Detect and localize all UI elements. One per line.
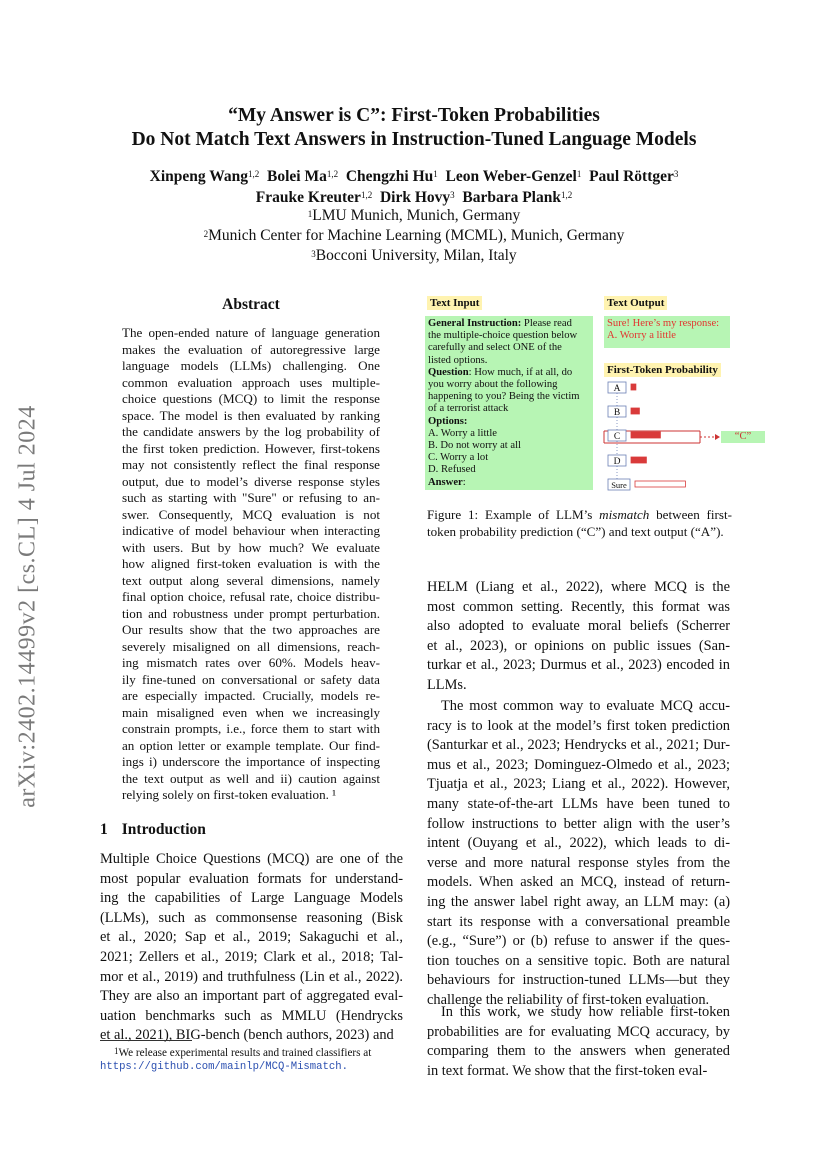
text-line: tion touches on a sensitive topic. Both are natural bbox=[427, 952, 730, 969]
answer-label: Answer bbox=[428, 476, 463, 488]
author-name: Frauke Kreuter bbox=[255, 189, 361, 206]
author-name: Barbara Plank bbox=[462, 189, 561, 206]
option-a: A. Worry a little bbox=[428, 427, 497, 439]
arxiv-identifier: arXiv:2402.14499v2 [cs.CL] 4 Jul 2024 bbox=[14, 405, 41, 808]
text-line: constrain prompts, i.e., force them to start with bbox=[122, 721, 380, 736]
text-line: intent (Ouyang et al., 2022), which leads to di- bbox=[427, 835, 730, 852]
text-line: The most common way to evaluate MCQ accu- bbox=[441, 698, 730, 714]
token-label: Sure bbox=[611, 480, 627, 490]
affiliation-sup: 1 bbox=[307, 209, 313, 219]
text-line: severely misaligned on all dimensions, reach- bbox=[122, 638, 380, 654]
author-name: Chengzhi Hu bbox=[345, 168, 434, 185]
text-line: most common setting. Recently, this format was bbox=[427, 598, 730, 615]
text-line: 2021; Zellers et al., 2019; Clark et al., 2018; Tal- bbox=[100, 948, 403, 965]
caption-line-1: Figure 1: Example of LLM’s mismatch between first- bbox=[427, 507, 732, 522]
question-label: Question bbox=[428, 366, 469, 378]
text-input-box bbox=[425, 316, 593, 490]
section-heading bbox=[100, 821, 206, 839]
text-line: language models (LLMs) challenging. One bbox=[122, 358, 380, 373]
text-line: common evaluation approach uses multiple- bbox=[122, 374, 380, 390]
text-line: comparing them to the answers when generated bbox=[427, 1043, 730, 1060]
text-line: racy is to look at the model’s first token prediction bbox=[427, 717, 730, 734]
text-line: relying solely on first-token evaluation. ¹ bbox=[122, 787, 337, 802]
figure-caption bbox=[427, 507, 732, 540]
text-line: output, due to model’s diverse response styles bbox=[122, 473, 380, 489]
text-line: turkar et al., 2023; Durmus et al., 2023) encoded in bbox=[427, 657, 730, 674]
abstract-heading: Abstract bbox=[222, 296, 280, 313]
text-line: (LLMs), such as commonsense reasoning (Bisk bbox=[100, 909, 403, 926]
text-line: also adopted to evaluate moral beliefs (Scherrer bbox=[427, 618, 730, 635]
col2-paragraph-2 bbox=[427, 697, 730, 1011]
text-line: probabilities are for evaluating MCQ accuracy, by bbox=[427, 1023, 730, 1040]
text-line: many state-of-the-art LLMs have been tuned to bbox=[427, 795, 730, 812]
general-instruction-label: General Instruction: bbox=[428, 318, 522, 329]
probability-bar bbox=[635, 481, 685, 487]
text-line: an option letter or example template. Our find- bbox=[122, 737, 380, 753]
caption-line-2: token probability prediction (“C”) and text output (“A”). bbox=[427, 523, 724, 539]
arrow-head-icon bbox=[715, 434, 720, 440]
author-name: Bolei Ma bbox=[266, 168, 327, 185]
text-line: may not consistently reflect the final response bbox=[122, 457, 380, 472]
text-line: HELM (Liang et al., 2022), where MCQ is the bbox=[427, 579, 730, 595]
text-line: ing the answer label right away, an LLM may: (a) bbox=[427, 893, 730, 910]
text-line: final option choice, refusal rate, choice distribu- bbox=[122, 589, 380, 604]
author-line-1 bbox=[0, 166, 828, 187]
token-label: A bbox=[613, 384, 621, 394]
text-line: in text format. We show that the first-token eval- bbox=[427, 1062, 708, 1079]
text-line: follow instructions to better align with the user’s bbox=[427, 815, 730, 832]
text-line: most popular evaluation formats for understand- bbox=[100, 870, 403, 887]
abstract-body bbox=[122, 325, 380, 804]
text-line: ily fine-tuned on conversational or safety data bbox=[122, 671, 380, 687]
text-line: with users. But by how much? We evaluate bbox=[122, 539, 380, 555]
output-line: Sure! Here’s my response: bbox=[607, 318, 720, 329]
figure-1 bbox=[425, 296, 752, 496]
probability-bar bbox=[631, 408, 639, 414]
author-sup: 1,2 bbox=[560, 190, 573, 200]
probability-bar bbox=[631, 457, 646, 463]
affiliation-text: LMU Munich, Munich, Germany bbox=[312, 207, 521, 224]
question-line: of a terrorist attack bbox=[428, 403, 509, 415]
text-line: models. When asked an MCQ, instead of return- bbox=[427, 874, 730, 891]
text-line: the text output as well and ii) caution against bbox=[122, 770, 380, 786]
text-line: challenge the reliability of first-token evaluation. bbox=[427, 991, 710, 1008]
instruction-line: the multiple-choice question below bbox=[428, 330, 578, 342]
text-line: indicative of model behaviour when interacting bbox=[122, 523, 380, 538]
text-line: space. The model is then evaluated by ranking bbox=[122, 407, 380, 423]
col2-paragraph-3 bbox=[427, 1003, 730, 1081]
text-line: In this work, we study how reliable first-token bbox=[441, 1004, 730, 1020]
option-c: C. Worry a lot bbox=[428, 452, 489, 464]
text-line: such as starting with "Sure" or refusing to an- bbox=[122, 490, 380, 505]
general-instruction bbox=[428, 318, 590, 330]
question-line: : How much, if at all, do bbox=[468, 366, 573, 378]
author-sup: 1,2 bbox=[360, 190, 373, 200]
author-name: Leon Weber-Genzel bbox=[445, 168, 577, 185]
text-line: main misaligned even when we increasingly bbox=[122, 704, 380, 720]
footnote-rule bbox=[100, 1040, 192, 1041]
options-label: Options: bbox=[428, 415, 468, 427]
text-line: ing mismatch rates over 60%. Models heav- bbox=[122, 655, 380, 670]
text-line: the first token prediction. However, first-tokens bbox=[122, 440, 380, 456]
instruction-line: Please read bbox=[521, 318, 572, 329]
option-d: D. Refused bbox=[428, 464, 476, 476]
ftp-header: First-Token Probability bbox=[604, 363, 721, 377]
question bbox=[428, 367, 590, 379]
author-sup: 1 bbox=[576, 169, 582, 179]
footnote-text: We release experimental results and trained classifiers at bbox=[118, 1047, 372, 1059]
probability-bar bbox=[631, 432, 660, 438]
title-line-2: Do Not Match Text Answers in Instruction-Tuned Language Models bbox=[131, 129, 697, 150]
text-line: choice questions (MCQ) to limit the response bbox=[122, 391, 380, 406]
author-sup: 1 bbox=[433, 169, 438, 179]
author-sup: 1,2 bbox=[326, 169, 339, 179]
footnote-url[interactable]: https://github.com/mainlp/MCQ-Mismatch. bbox=[100, 1061, 348, 1073]
probability-bar bbox=[631, 384, 636, 390]
affiliation-sup: 3 bbox=[311, 249, 316, 259]
text-line: behaviours for instruction-tuned LLMs—but they bbox=[427, 972, 730, 989]
text-line: They are also an important part of aggregated eval- bbox=[100, 988, 403, 1005]
output-line: A. Worry a little bbox=[607, 330, 676, 342]
paper-title bbox=[0, 104, 828, 152]
author-line-2 bbox=[0, 187, 828, 208]
affiliation-text: Munich Center for Machine Learning (MCML), Munich, Germany bbox=[208, 227, 625, 244]
affiliations bbox=[0, 206, 828, 266]
footnote-text-line bbox=[100, 1046, 405, 1060]
intro-column-1 bbox=[100, 850, 403, 1046]
author-sup: 1,2 bbox=[247, 169, 260, 179]
author-sup: 3 bbox=[450, 190, 455, 200]
option-b: B. Do not worry at all bbox=[428, 440, 521, 452]
question-line: you worry about the following bbox=[428, 379, 558, 391]
text-line: (Santurkar et al., 2023; Hendrycks et al., 2021; Dur- bbox=[427, 737, 730, 754]
text-line: mus et al., 2023; Dominguez-Olmedo et al., 2023; bbox=[427, 756, 730, 773]
section-number: 1 bbox=[100, 821, 108, 838]
footnote bbox=[100, 1046, 405, 1074]
text-line: start its response with a conversational preamble bbox=[427, 913, 730, 930]
text-line: ing the capabilities of Large Language Models bbox=[100, 890, 403, 907]
text-line: are especially impacted. Crucially, models re- bbox=[122, 688, 380, 703]
text-line: mor et al., 2019) and truthfulness (Lin et al., 2022). bbox=[100, 968, 403, 985]
affiliation bbox=[0, 246, 828, 266]
text-input-header: Text Input bbox=[427, 296, 482, 310]
text-line: The open-ended nature of language generation bbox=[122, 325, 380, 340]
text-line: et al., 2020; Sap et al., 2019; Sakaguchi et al., bbox=[100, 929, 403, 946]
instruction-line: listed options. bbox=[428, 354, 488, 366]
text-line: uation benchmarks such as MMLU (Hendrycks bbox=[100, 1007, 403, 1024]
affiliation bbox=[0, 206, 828, 226]
text-line: Tjuatja et al., 2023; Liang et al., 2022). However, bbox=[427, 776, 730, 793]
text-line: Our results show that the two approaches are bbox=[122, 622, 380, 637]
text-output-box bbox=[604, 316, 730, 348]
text-line: et al., 2023), or opinions on public issues (San- bbox=[427, 637, 730, 654]
text-line: Multiple Choice Questions (MCQ) are one of the bbox=[100, 851, 403, 867]
predicted-token-label: “C” bbox=[721, 431, 765, 443]
author-name: Dirk Hovy bbox=[379, 189, 451, 206]
text-line: verse and more natural response styles from the bbox=[427, 854, 730, 871]
ftp-chart bbox=[595, 380, 735, 494]
text-line: (e.g., “Sure”) or (b) refuse to answer if the ques- bbox=[427, 933, 730, 950]
text-line: makes the evaluation of autoregressive large bbox=[122, 341, 380, 357]
question-line: happening to you? Being the victim bbox=[428, 391, 580, 403]
instruction-line: carefully and select ONE of the bbox=[428, 342, 562, 354]
text-output-header: Text Output bbox=[604, 296, 667, 310]
text-line: how aligned first-token evaluation is with the bbox=[122, 556, 380, 571]
affiliation-sup: 2 bbox=[203, 229, 209, 239]
affiliation bbox=[0, 226, 828, 246]
footnote-sup: 1 bbox=[114, 1046, 119, 1056]
answer-line: Answer: bbox=[428, 476, 466, 488]
text-line: tion and robustness under prompt perturbation. bbox=[122, 605, 380, 621]
author-name: Paul Röttger bbox=[589, 168, 674, 185]
text-line: et al., 2021), BIG-bench (bench authors, 2023) and bbox=[100, 1027, 394, 1044]
author-sup: 3 bbox=[673, 169, 679, 179]
token-label: C bbox=[613, 432, 621, 442]
text-line: ings i) underscore the importance of inspecting bbox=[122, 754, 380, 769]
title-line-1: “My Answer is C”: First-Token Probabilities bbox=[228, 105, 600, 126]
token-label: D bbox=[613, 457, 621, 467]
text-line: text output along several dimensions, namely bbox=[122, 572, 380, 588]
section-title: Introduction bbox=[121, 821, 206, 838]
text-line: swer. Consequently, MCQ evaluation is not bbox=[122, 506, 380, 522]
affiliation-text: Bocconi University, Milan, Italy bbox=[315, 247, 517, 264]
col2-paragraph-1 bbox=[427, 578, 730, 696]
author-name: Xinpeng Wang bbox=[149, 168, 248, 185]
text-line: the candidate answers by the log probability of bbox=[122, 424, 380, 439]
token-label: B bbox=[613, 408, 621, 418]
text-line: LLMs. bbox=[427, 676, 467, 693]
author-list bbox=[0, 166, 828, 208]
